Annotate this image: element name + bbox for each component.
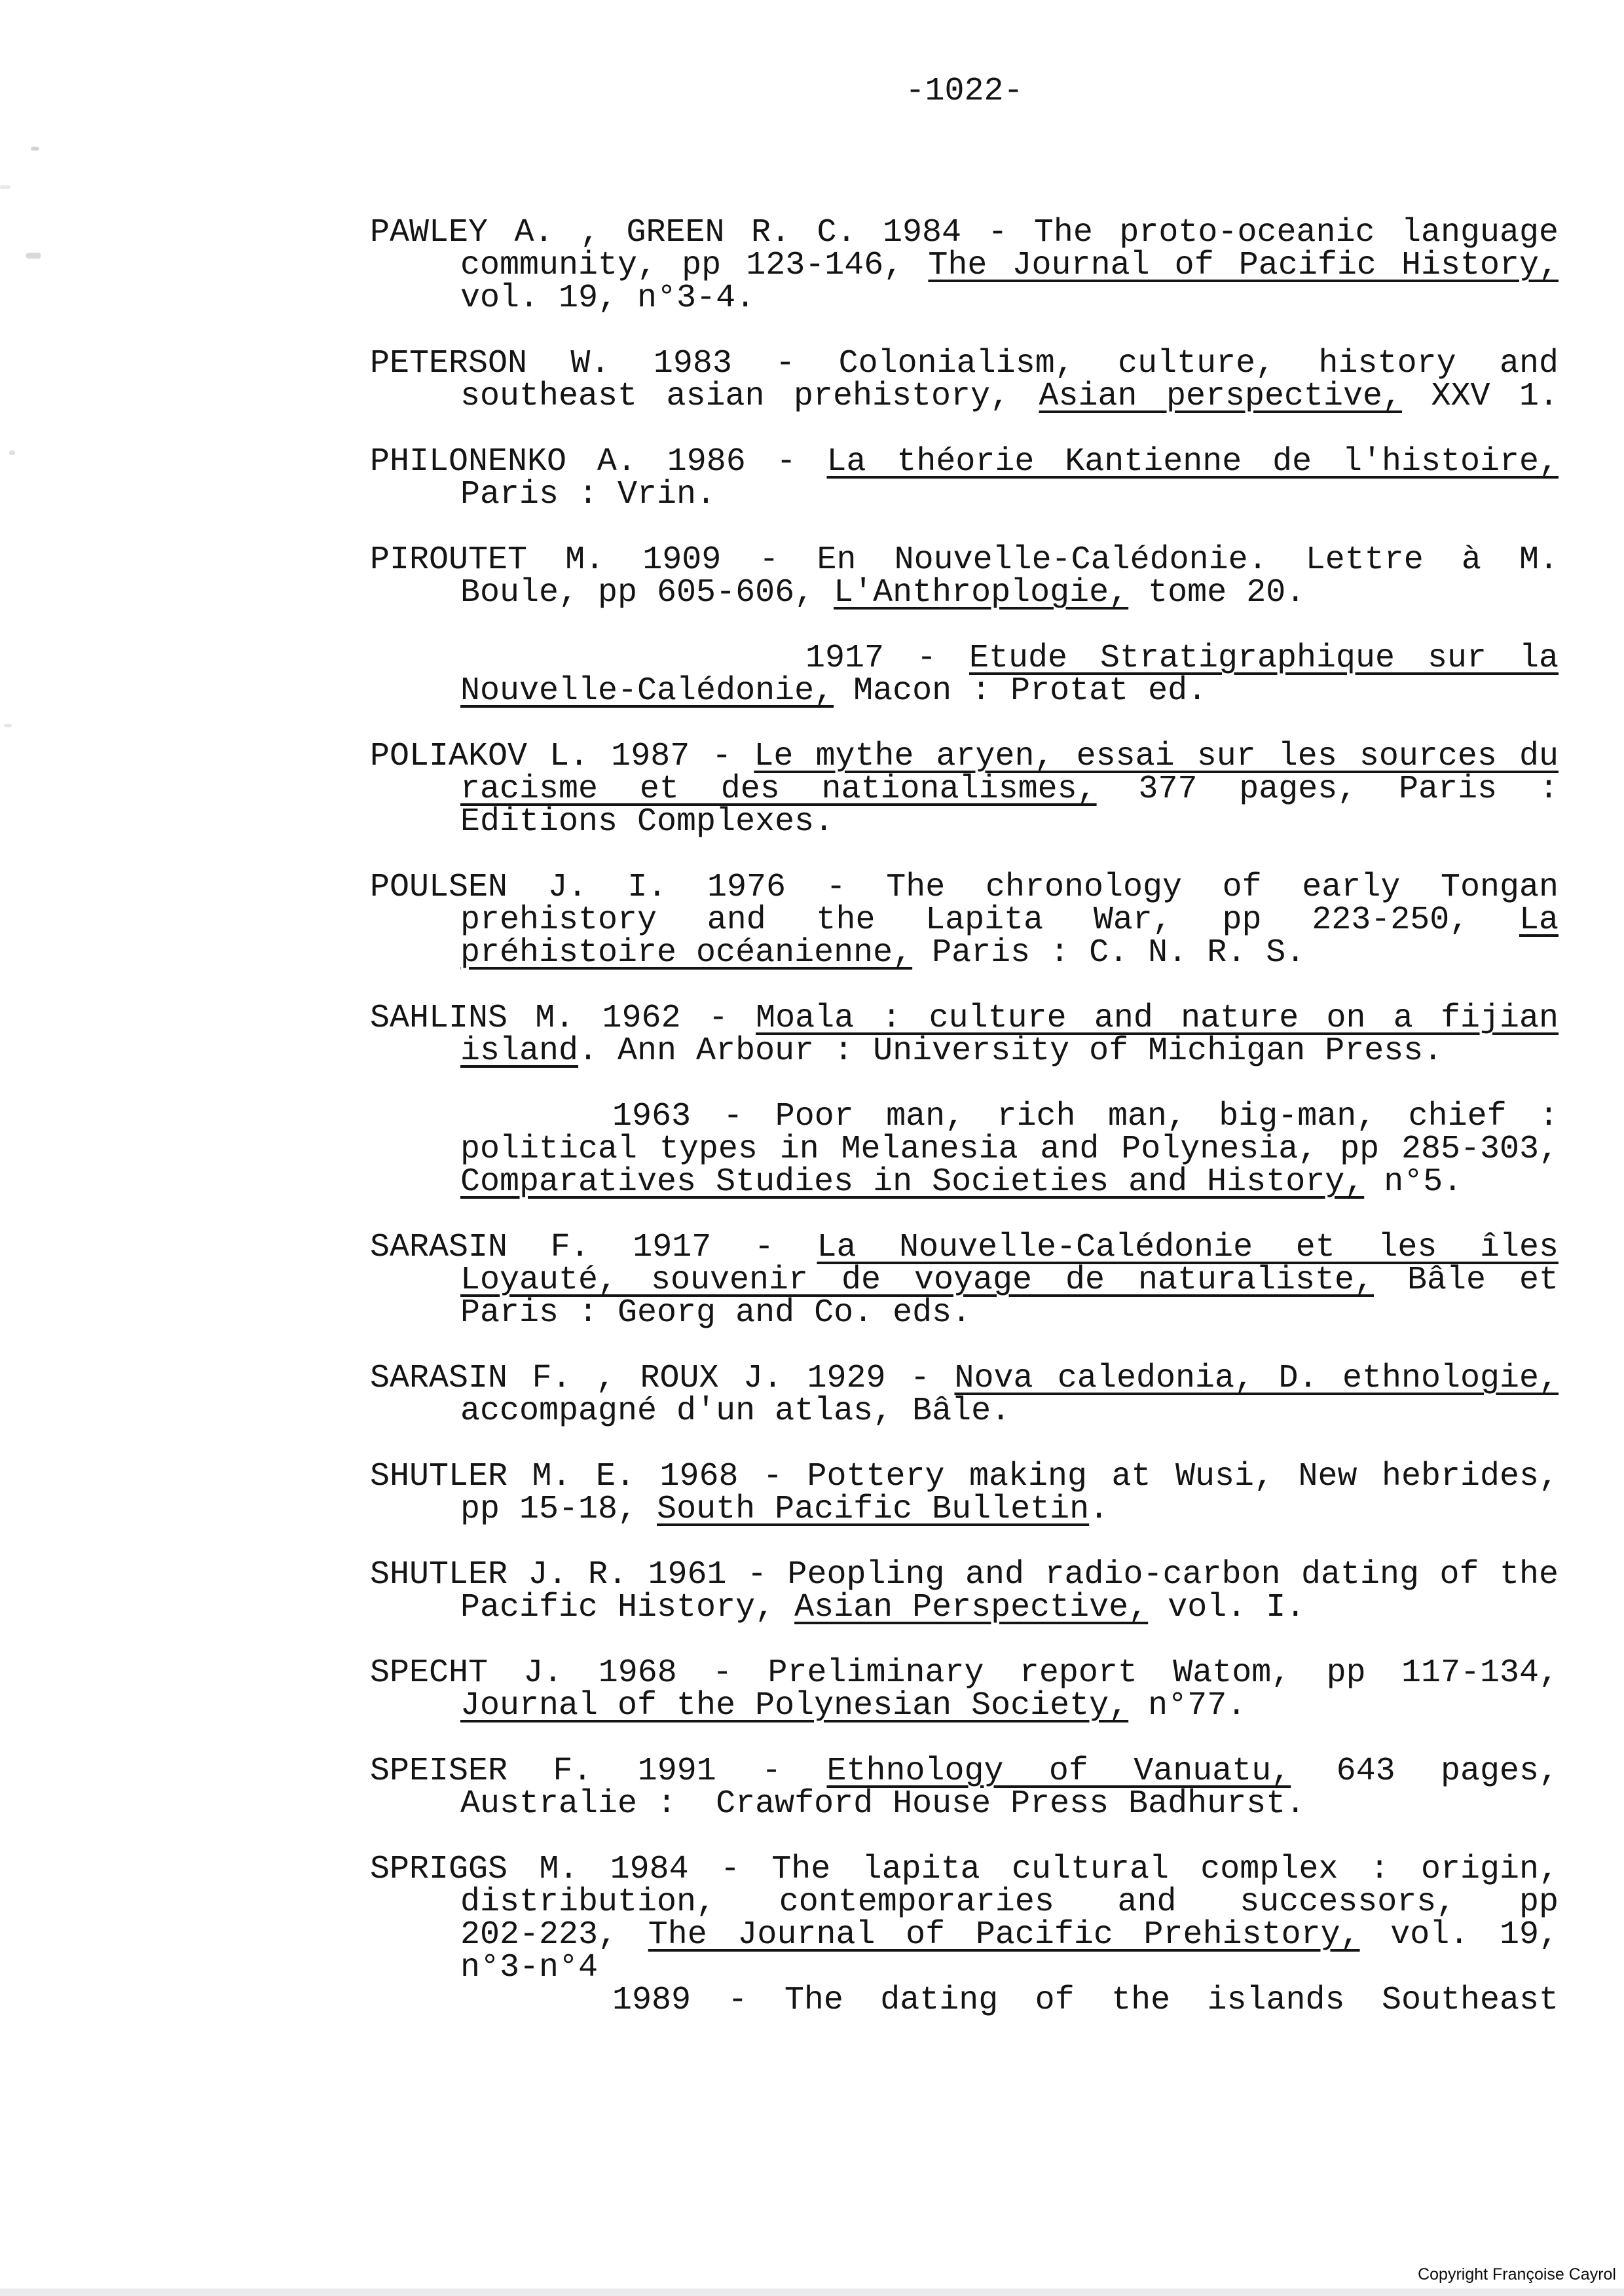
reference-entry bbox=[370, 1556, 1559, 1626]
underlined-title: The Journal of Pacific History, bbox=[928, 247, 1559, 284]
underlined-title: Nouvelle-Calédonie, bbox=[460, 672, 834, 710]
reference-text: n°77. bbox=[1128, 1687, 1247, 1724]
scan-artifact bbox=[26, 253, 41, 259]
page-number: -1022- bbox=[905, 73, 1024, 110]
reference-line bbox=[370, 1362, 1559, 1395]
underlined-title: South Pacific Bulletin bbox=[657, 1491, 1090, 1528]
reference-entry bbox=[370, 642, 1559, 708]
reference-entry bbox=[370, 1654, 1559, 1724]
reference-line bbox=[370, 249, 1559, 282]
reference-text: SARASIN F. 1917 - bbox=[370, 1229, 817, 1266]
reference-entry bbox=[370, 1984, 1559, 2017]
underlined-title: island bbox=[460, 1032, 579, 1070]
underlined-title: préhistoire océanienne, bbox=[460, 934, 913, 972]
reference-line bbox=[370, 574, 1559, 611]
reference-line bbox=[370, 934, 1559, 972]
scan-artifact bbox=[0, 185, 10, 189]
underlined-title: Journal of the Polynesian Society, bbox=[460, 1687, 1129, 1724]
underlined-title: Etude Stratigraphique sur la bbox=[969, 640, 1559, 677]
reference-entry bbox=[370, 1755, 1559, 1821]
reference-line bbox=[370, 1458, 1559, 1495]
reference-text: distribution, contemporaries and successors, pp bbox=[460, 1884, 1559, 1921]
reference-line bbox=[370, 1556, 1559, 1594]
reference-line bbox=[370, 214, 1559, 251]
reference-line bbox=[370, 740, 1559, 773]
reference-line bbox=[370, 1032, 1559, 1070]
reference-text: PETERSON W. 1983 - Colonialism, culture, history and bbox=[370, 345, 1559, 382]
reference-text: n°5. bbox=[1364, 1163, 1463, 1201]
reference-text: 202-223, bbox=[460, 1916, 648, 1954]
reference-entry bbox=[370, 541, 1559, 611]
page-bottom-edge bbox=[0, 2288, 1624, 2296]
reference-line bbox=[370, 1163, 1559, 1201]
reference-text: SHUTLER M. E. 1968 - Pottery making at Wusi, New hebrides, bbox=[370, 1458, 1559, 1495]
reference-text: tome 20. bbox=[1128, 574, 1306, 611]
underlined-title: La bbox=[1519, 902, 1559, 939]
underlined-title: La théorie Kantienne de l'histoire, bbox=[826, 443, 1559, 481]
reference-text: PHILONENKO A. 1986 - bbox=[370, 443, 827, 481]
reference-entry bbox=[370, 871, 1559, 970]
reference-line bbox=[370, 1755, 1559, 1788]
reference-text: Pacific History, bbox=[460, 1589, 795, 1626]
reference-line bbox=[370, 871, 1559, 904]
reference-text: . Ann Arbour : University of Michigan Press. bbox=[578, 1032, 1443, 1070]
reference-text: 1917 - bbox=[805, 640, 969, 677]
reference-text: POLIAKOV L. 1987 - bbox=[370, 738, 754, 775]
reference-line bbox=[370, 1264, 1559, 1297]
scan-artifact bbox=[9, 450, 15, 455]
reference-line bbox=[370, 1002, 1559, 1035]
underlined-title: racisme et des nationalismes, bbox=[460, 771, 1097, 808]
reference-text: southeast asian prehistory, bbox=[460, 378, 1039, 415]
reference-text: Macon : Protat ed. bbox=[834, 672, 1208, 710]
reference-text: Bâle et bbox=[1374, 1262, 1559, 1299]
underlined-title: Asian Perspective, bbox=[794, 1589, 1149, 1626]
reference-entry bbox=[370, 1362, 1559, 1428]
reference-line bbox=[370, 1133, 1559, 1166]
reference-line bbox=[370, 443, 1559, 481]
underlined-title: The Journal of Pacific Prehistory, bbox=[648, 1916, 1360, 1954]
reference-text: SAHLINS M. 1962 - bbox=[370, 1000, 756, 1037]
reference-line bbox=[370, 1916, 1559, 1954]
reference-line bbox=[370, 1853, 1559, 1886]
reference-text: Paris : C. N. R. S. bbox=[912, 934, 1306, 972]
reference-text: Australie : Crawford House Press Badhurst. bbox=[460, 1785, 1306, 1823]
reference-line bbox=[370, 1886, 1559, 1919]
reference-text: PAWLEY A. , GREEN R. C. 1984 - The proto-oceanic language bbox=[370, 214, 1559, 251]
reference-line bbox=[370, 672, 1559, 710]
reference-line bbox=[370, 1231, 1559, 1264]
reference-line bbox=[370, 773, 1559, 806]
reference-text: Editions Complexes. bbox=[460, 803, 834, 841]
underlined-title: L'Anthroplogie, bbox=[834, 574, 1129, 611]
reference-line bbox=[370, 380, 1559, 413]
reference-text: Boule, pp 605-606, bbox=[460, 574, 834, 611]
reference-text: vol. 19, n°3-4. bbox=[460, 280, 756, 317]
reference-line bbox=[370, 1785, 1559, 1823]
reference-line bbox=[370, 904, 1559, 937]
underlined-title: Moala : culture and nature on a fijian bbox=[756, 1000, 1559, 1037]
reference-text: vol. I. bbox=[1148, 1589, 1306, 1626]
scan-artifact bbox=[31, 147, 39, 151]
reference-line bbox=[370, 803, 1559, 841]
reference-entry bbox=[370, 1231, 1559, 1330]
underlined-title: La Nouvelle-Calédonie et les îles bbox=[817, 1229, 1559, 1266]
reference-text: prehistory and the Lapita War, pp 223-250, bbox=[460, 902, 1519, 939]
reference-line bbox=[370, 1294, 1559, 1332]
reference-line bbox=[370, 1493, 1559, 1526]
reference-text: POULSEN J. I. 1976 - The chronology of early Tongan bbox=[370, 869, 1559, 906]
references-list bbox=[370, 214, 1559, 2019]
reference-line bbox=[370, 541, 1559, 579]
underlined-title: Loyauté, souvenir de voyage de naturaliste, bbox=[460, 1262, 1375, 1299]
reference-entry bbox=[370, 214, 1559, 317]
underlined-title: Le mythe aryen, essai sur les sources du bbox=[754, 738, 1559, 775]
reference-line bbox=[370, 476, 1559, 513]
reference-text: PIROUTET M. 1909 - En Nouvelle-Calédonie. Lettre à M. bbox=[370, 541, 1559, 579]
reference-text: n°3-n°4 bbox=[460, 1949, 599, 1986]
reference-text: political types in Melanesia and Polynesia, pp 285-303, bbox=[460, 1131, 1559, 1168]
reference-text: pp 15-18, bbox=[460, 1491, 657, 1528]
copyright-notice: Copyright Françoise Cayrol bbox=[1418, 2265, 1616, 2284]
reference-entry bbox=[370, 443, 1559, 513]
reference-line bbox=[370, 1949, 1559, 1986]
reference-text: 643 pages, bbox=[1291, 1753, 1559, 1790]
scan-artifact bbox=[4, 724, 12, 727]
reference-line bbox=[370, 345, 1559, 382]
underlined-title: Asian perspective, bbox=[1039, 378, 1403, 415]
reference-text: Paris : Vrin. bbox=[460, 476, 716, 513]
reference-entry bbox=[370, 1853, 1559, 1984]
reference-text: XXV 1. bbox=[1402, 378, 1559, 415]
reference-entry bbox=[370, 1002, 1559, 1068]
reference-line bbox=[370, 282, 1559, 315]
underlined-title: Comparatives Studies in Societies and History, bbox=[460, 1163, 1365, 1201]
reference-entry bbox=[370, 1458, 1559, 1528]
reference-entry bbox=[370, 1098, 1559, 1201]
reference-line bbox=[370, 1984, 1559, 2017]
reference-text: 1989 - The dating of the islands Southeast bbox=[612, 1982, 1559, 2019]
reference-text: SHUTLER J. R. 1961 - Peopling and radio-carbon dating of the bbox=[370, 1556, 1559, 1594]
reference-text: 377 pages, Paris : bbox=[1096, 771, 1559, 808]
reference-text: . bbox=[1089, 1491, 1109, 1528]
reference-text: vol. 19, bbox=[1359, 1916, 1559, 1954]
reference-text: SPEISER F. 1991 - bbox=[370, 1753, 827, 1790]
reference-text: SARASIN F. , ROUX J. 1929 - bbox=[370, 1360, 955, 1397]
reference-line bbox=[370, 1687, 1559, 1724]
reference-entry bbox=[370, 740, 1559, 839]
reference-line bbox=[370, 1589, 1559, 1626]
underlined-title: Nova caledonia, D. ethnologie, bbox=[954, 1360, 1559, 1397]
reference-text: accompagné d'un atlas, Bâle. bbox=[460, 1393, 1011, 1430]
reference-text: Paris : Georg and Co. eds. bbox=[460, 1294, 972, 1332]
reference-text: SPRIGGS M. 1984 - The lapita cultural complex : origin, bbox=[370, 1851, 1559, 1888]
reference-line bbox=[370, 1395, 1559, 1428]
reference-line bbox=[370, 1098, 1559, 1135]
reference-text: 1963 - Poor man, rich man, big-man, chief : bbox=[612, 1098, 1559, 1135]
reference-line bbox=[370, 642, 1559, 675]
reference-text: SPECHT J. 1968 - Preliminary report Watom, pp 117-134, bbox=[370, 1654, 1559, 1692]
reference-text: community, pp 123-146, bbox=[460, 247, 929, 284]
reference-line bbox=[370, 1654, 1559, 1692]
underlined-title: Ethnology of Vanuatu, bbox=[826, 1753, 1291, 1790]
reference-entry bbox=[370, 345, 1559, 415]
